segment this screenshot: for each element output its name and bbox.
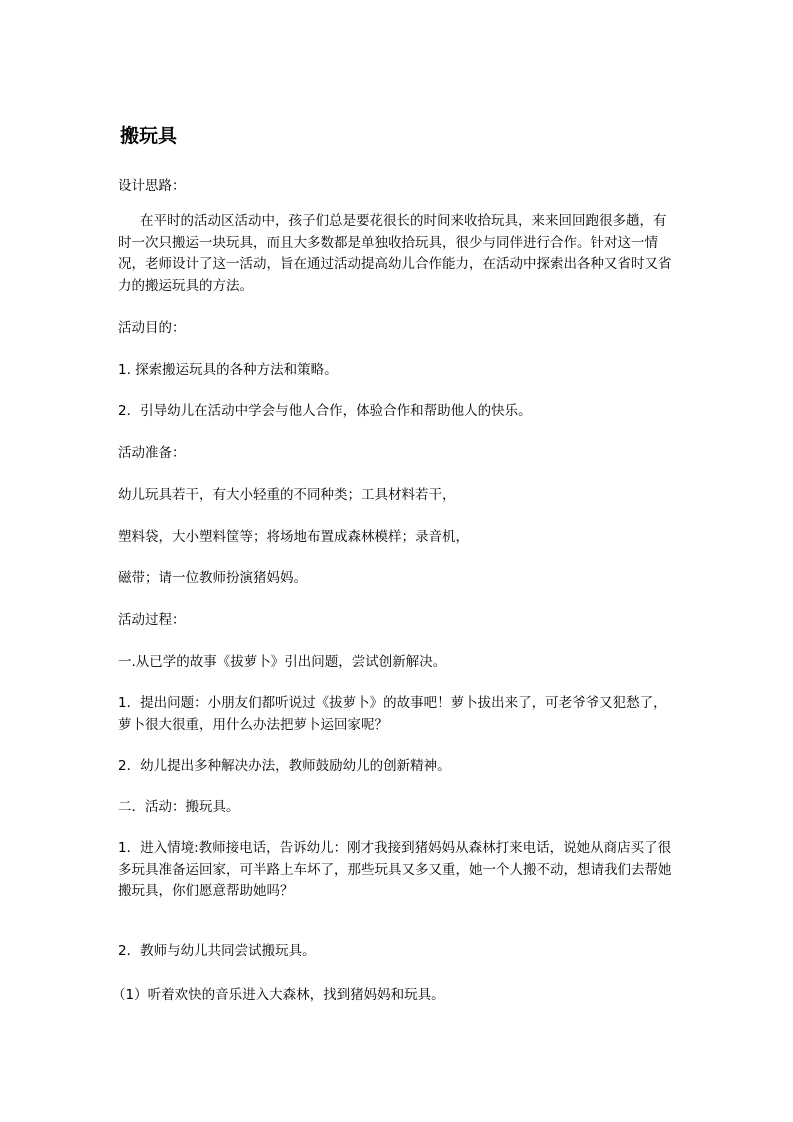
section-2-subitem-1: （1）听着欢快的音乐进入大森林，找到猪妈妈和玩具。 <box>112 987 445 1003</box>
section-2-item-2: 2．教师与幼儿共同尝试搬玩具。 <box>118 943 316 959</box>
design-heading: 设计思路： <box>118 178 186 194</box>
section-1-heading: 一.从已学的故事《拔萝卜》引出问题，尝试创新解决。 <box>118 654 447 670</box>
section-1-item-1: 1．提出问题：小朋友们都听说过《拔萝卜》的故事吧！萝卜拔出来了，可老爷爷又犯愁了，萝卜很大很重，用什么办法把萝卜运回家呢？ <box>118 695 667 733</box>
prep-line-3: 磁带；请一位教师扮演猪妈妈。 <box>118 570 307 586</box>
prep-line-1: 幼儿玩具若干，有大小轻重的不同种类；工具材料若干， <box>118 487 456 503</box>
goal-item-1: 1. 探索搬运玩具的各种方法和策略。 <box>118 362 338 378</box>
goal-item-2: 2．引导幼儿在活动中学会与他人合作，体验合作和帮助他人的快乐。 <box>118 403 532 419</box>
prep-line-2: 塑料袋，大小塑料筐等；将场地布置成森林模样；录音机， <box>118 529 469 545</box>
design-paragraph: 在平时的活动区活动中，孩子们总是要花很长的时间来收拾玩具，来来回回跑很多趟，有时一次只搬运一块玩具，而且大多数都是单独收拾玩具，很少与同伴进行合作。针对这一情况，老师设计了这一活动，旨在通过活动提高幼儿合作能力，在活动中探索出各种又省时又省力的搬运玩具的方法。 <box>118 213 672 294</box>
section-2-item-1: 1．进入情境:教师接电话，告诉幼儿：刚才我接到猪妈妈从森林打来电话，说她从商店买了很多玩具准备运回家，可半路上车坏了，那些玩具又多又重，她一个人搬不动，想请我们去帮她搬玩具，你们愿意帮助她吗？ <box>118 840 672 899</box>
prep-heading: 活动准备： <box>118 445 186 461</box>
section-1-item-2: 2．幼儿提出多种解决办法，教师鼓励幼儿的创新精神。 <box>118 758 451 774</box>
process-heading: 活动过程： <box>118 612 186 628</box>
document-title: 搬玩具 <box>120 125 178 147</box>
goals-heading: 活动目的： <box>118 320 186 336</box>
section-2-heading: 二．活动：搬玩具。 <box>118 799 240 815</box>
